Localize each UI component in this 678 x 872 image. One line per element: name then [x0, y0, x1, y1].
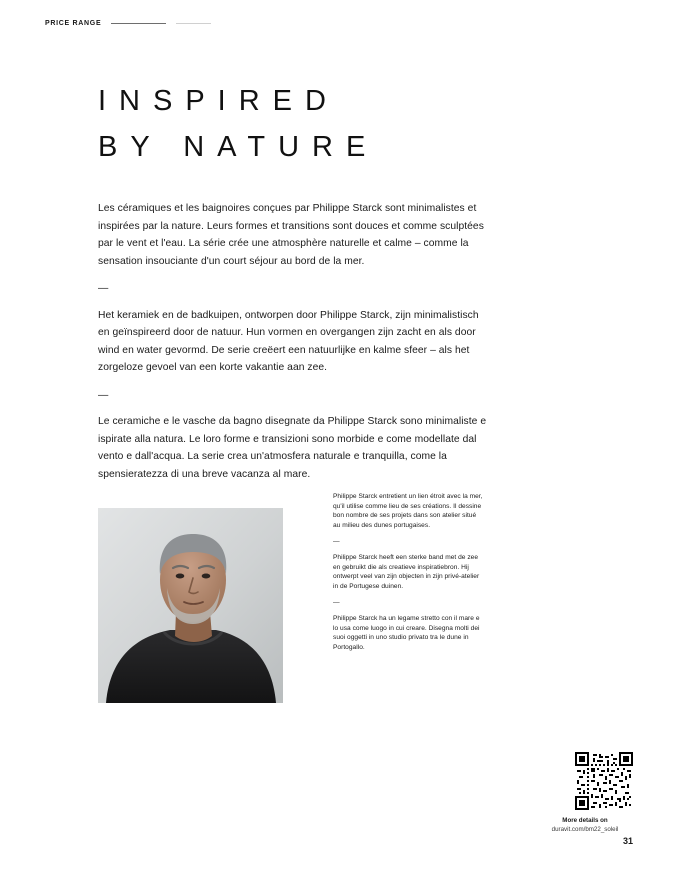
paragraph-separator-1: —: [98, 283, 109, 294]
caption-separator-1: —: [333, 538, 340, 546]
headline-line-1: INSPIRED: [98, 85, 339, 117]
header: [45, 20, 211, 27]
paragraph-fr: Les céramiques et les baignoires conçues par Philippe Starck sont minimalistes et inspirées par la nature. Leurs formes et transitions sont douces et comme sculptées par le vent et l'eau. La série crée une atmosphère naturelle et calme – comme la sensation insouciante d'un court séjour au bord de la mer.: [98, 203, 484, 267]
paragraph-it: Le ceramiche e le vasche da bagno disegnate da Philippe Starck sono minimaliste e ispirate alla natura. Le loro forme e transizioni sono morbide e come modellate dal vento e dall'acqua. La serie crea un'atmosfera naturale e tranquilla, come la spensieratezza di una breve vacanza al mare.: [98, 416, 487, 480]
header-rule-dark: [111, 23, 166, 25]
body-copy: [98, 200, 490, 483]
caption-it: Philippe Starck ha un legame stretto con il mare e lo usa come luogo in cui creare. Disegna molti dei suoi oggetti in uno studio privato tra le dune in Portogallo.: [333, 614, 480, 651]
paragraph-separator-2: —: [98, 389, 109, 401]
portrait-photo: [98, 508, 283, 703]
caption-separator-2: —: [333, 599, 340, 607]
header-rule-light: [176, 23, 211, 25]
price-range-label: PRICE RANGE: [45, 20, 102, 27]
qr-block[interactable]: [537, 752, 633, 834]
qr-code-icon[interactable]: [575, 752, 633, 810]
headline-line-2: BY NATURE: [98, 131, 379, 163]
caption-nl: Philippe Starck heeft een sterke band met de zee en gebruikt die als creatieve inspiratiebron. Hij ontwerpt veel van zijn objecten in zijn privé-atelier in de Portugese duinen.: [333, 553, 480, 590]
page-title: [98, 78, 568, 170]
qr-caption: More details on: [562, 817, 608, 824]
page-number: 31: [622, 836, 633, 846]
caption-fr: Philippe Starck entretient un lien étroit avec la mer, qu'il utilise comme lieu de ses créations. Il dessine bon nombre de ses projets dans son atelier situé au milieu des dunes portugaises.: [333, 493, 483, 529]
qr-url[interactable]: duravit.com/bm22_soleil: [551, 826, 619, 833]
paragraph-nl: Het keramiek en de badkuipen, ontworpen door Philippe Starck, zijn minimalistisch en geïnspireerd door de natuur. Hun vormen en overgangen zijn zacht en als door wind en water gevormd. De serie creëert een natuurlijke en kalme sfeer – als het zorgeloze gevoel van een korte vakantie aan zee.: [98, 309, 479, 373]
caption-column: [333, 492, 483, 652]
